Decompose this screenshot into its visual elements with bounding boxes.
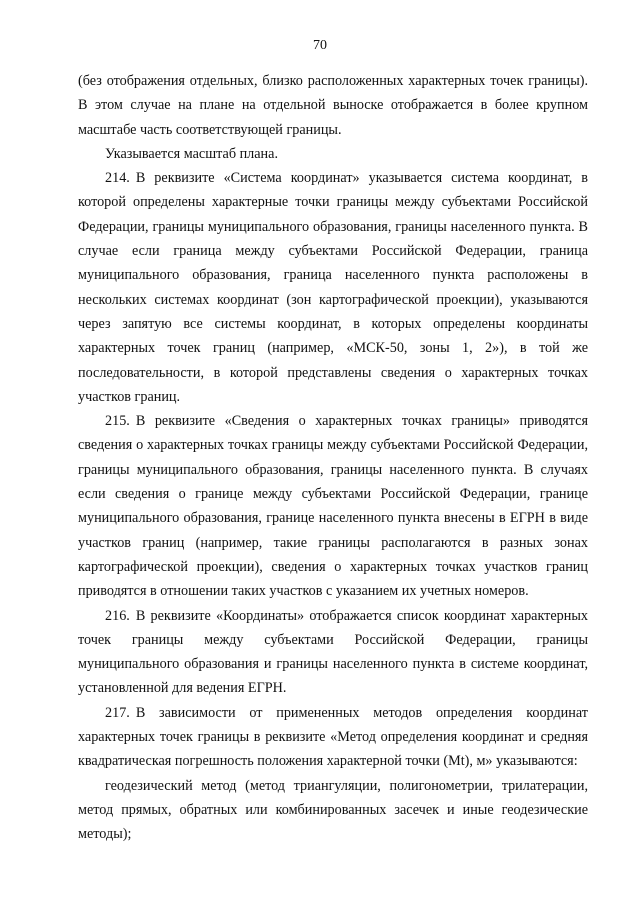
paragraph-number: 216. <box>105 607 130 624</box>
paragraph-text: Указывается масштаб плана. <box>105 145 278 162</box>
page-number: 70 <box>313 38 327 53</box>
paragraph-text: (без отображения отдельных, близко расположенных характерных точек границы). В этом случае на плане на отдельной выноске отображается в более крупном масштабе часть соответствующей границы. <box>78 73 588 138</box>
paragraph-text: геодезический метод (метод триангуляции, полигонометрии, трилатерации, метод прямых, обратных или комбинированных засечек и иные геодезические методы); <box>78 777 588 843</box>
paragraph-text: В реквизите «Система координат» указывается система координат, в которой определены характерные точки границы между субъектами Российской Федерации, границы муниципального образования, границы населенного пункта. В случае если граница между субъектами Российской Федерации, граница муниципального образования, граница населенного пункта расположены в нескольких системах координат (зон картографической проекции), указываются через запятую все системы координат, в которых определены координаты характерных точек границ (например, «МСК-50, зоны 1, 2»), в той же последовательности, в которой представлены сведения о характерных точках участков границ. <box>78 170 588 405</box>
document-body <box>78 69 588 847</box>
paragraph-number: 217. <box>105 704 130 721</box>
paragraph-text: В зависимости от примененных методов определения координат характерных точек границы в реквизите «Метод определения координат и средняя квадратическая погрешность положения характерной точки (Mt), м» указываются: <box>78 704 588 770</box>
paragraph-216 <box>78 604 588 701</box>
paragraph-continuation <box>78 69 588 142</box>
paragraph-scale <box>78 142 588 166</box>
paragraph-215 <box>78 409 588 603</box>
paragraph-number: 215. <box>105 413 130 430</box>
paragraph-214 <box>78 166 588 409</box>
paragraph-text: В реквизите «Сведения о характерных точках границы» приводятся сведения о характерных точках границы между субъектами Российской Федерации, границы муниципального образования, границы населенного пункта. В случаях если сведения о границе между субъектами Российской Федерации, границе муниципального образования, границе населенного пункта внесены в ЕГРН в виде участков границ (например, такие границы располагаются в разных зонах картографической проекции), сведения о характерных точках участков границ приводятся в отношении таких участков с указанием их учетных номеров. <box>78 413 588 600</box>
paragraph-text: В реквизите «Координаты» отображается список координат характерных точек границы между субъектами Российской Федерации, границы муниципального образования и границы населенного пункта в системе координат, установленной для ведения ЕГРН. <box>78 607 588 697</box>
paragraph-number: 214. <box>105 170 130 187</box>
paragraph-217 <box>78 701 588 774</box>
paragraph-geodetic-method <box>78 774 588 847</box>
